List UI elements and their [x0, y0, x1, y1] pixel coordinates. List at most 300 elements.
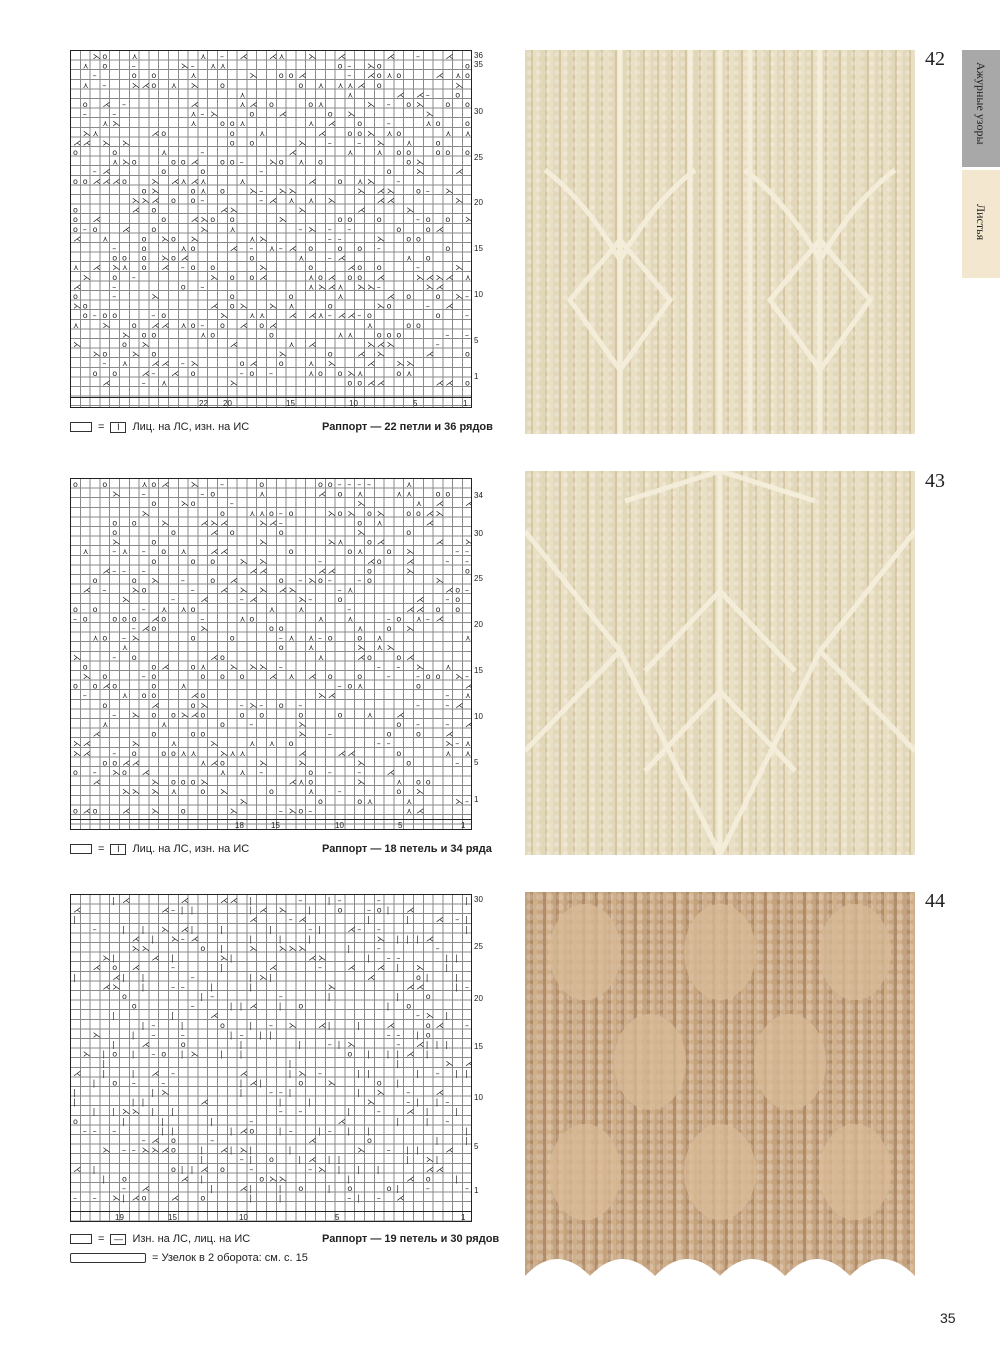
chart-cell-symbol: ⋌: [406, 556, 415, 566]
chart-cell-symbol: ⋋: [141, 340, 150, 349]
chart-cell-symbol: ⋋: [210, 518, 219, 528]
axis-label: 1: [461, 821, 466, 830]
chart-cell-symbol: ⋋: [357, 499, 366, 509]
chart-cell-symbol: ⋏: [465, 272, 471, 282]
row-label: 15: [474, 244, 483, 253]
chart-cell-symbol: ⋌: [445, 52, 454, 61]
chart-cell-symbol: ⋋: [308, 576, 317, 585]
chart-cell-symbol: |: [425, 1040, 429, 1049]
chart-cell-symbol: o: [131, 1001, 137, 1011]
chart-cell-symbol: o: [220, 1020, 225, 1030]
chart-cell-symbol: ⋋: [249, 71, 258, 81]
chart-cell-symbol: o: [220, 157, 225, 167]
chart-cell-symbol: –: [416, 263, 420, 273]
chart-cell-symbol: ⋋: [288, 186, 297, 196]
chart-cell-symbol: ⋋: [210, 109, 219, 119]
chart-cell-symbol: ⋋: [376, 349, 385, 359]
chart-cell-symbol: ⋌: [151, 614, 160, 624]
chart-cell-symbol: ⋌: [161, 480, 170, 489]
chart-cell-symbol: |: [367, 953, 370, 963]
chart-cell-symbol: o: [171, 157, 176, 167]
chart-cell-symbol: ⋌: [102, 681, 111, 691]
chart-cell-symbol: ⋌: [180, 1174, 189, 1184]
stitch-symbol: —: [110, 1234, 126, 1245]
chart-cell-symbol: o: [278, 700, 284, 710]
chart-cell-symbol: –: [151, 368, 156, 378]
chart-cell-symbol: o: [102, 758, 108, 768]
chart-cell-symbol: ⋌: [308, 340, 317, 349]
chart-cell-symbol: ⋌: [396, 710, 405, 720]
chart-cell-symbol: o: [112, 758, 118, 768]
chart-cell-symbol: o: [73, 205, 78, 215]
chart-cell-symbol: o: [73, 176, 78, 186]
chart-cell-symbol: ⋌: [465, 681, 473, 691]
chart-cell-symbol: ⋏: [357, 624, 364, 633]
chart-cell-symbol: |: [278, 1097, 282, 1107]
chart-cell-symbol: ⋌: [278, 585, 287, 595]
chart-cell-symbol: ⋌: [376, 272, 385, 282]
axis-label: 1: [461, 1213, 466, 1222]
chart-cell-symbol: ⋋: [367, 1097, 375, 1107]
knit-photo-42: [525, 50, 915, 434]
chart-cell-symbol: o: [425, 215, 431, 225]
chart-cell-symbol: ⋌: [455, 167, 464, 177]
chart-cell-symbol: ⋋: [367, 340, 375, 349]
chart-cell-symbol: ⋏: [357, 681, 364, 691]
chart-cell-symbol: ⋋: [376, 508, 385, 518]
chart-cell-symbol: o: [200, 787, 206, 797]
chart-cell-symbol: ⋏: [337, 80, 344, 90]
chart-cell-symbol: o: [190, 729, 196, 739]
chart-cell-symbol: ⋌: [131, 205, 140, 215]
chart-cell-symbol: ⋌: [190, 176, 199, 186]
chart-cell-symbol: –: [249, 1116, 254, 1126]
chart-cell-symbol: ⋋: [386, 186, 395, 196]
chart-cell-symbol: o: [259, 710, 265, 720]
chart-cell-symbol: ⋋: [327, 508, 336, 518]
chart-cell-symbol: o: [357, 378, 363, 388]
chart-cell-symbol: |: [122, 924, 125, 934]
chart-cell-symbol: ⋌: [465, 499, 473, 509]
chart-cell-symbol: ⋋: [151, 777, 160, 787]
chart-cell-symbol: –: [200, 148, 205, 157]
chart-cell-symbol: ⋋: [220, 311, 228, 321]
chart-cell-symbol: –: [396, 1040, 401, 1049]
chart-cell-symbol: o: [151, 349, 157, 359]
chart-cell-symbol: o: [337, 489, 343, 499]
chart-cell-symbol: ⋌: [367, 972, 375, 982]
chart-cell-symbol: ⋋: [122, 595, 130, 605]
chart-cell-symbol: o: [298, 80, 304, 90]
chart-cell-symbol: ⋏: [298, 253, 305, 263]
chart-cell-symbol: o: [376, 1078, 382, 1088]
chart-cell-symbol: –: [122, 633, 126, 643]
chart-cell-symbol: o: [269, 624, 274, 633]
chart-cell-symbol: ⋋: [131, 80, 140, 90]
chart-cell-symbol: ⋏: [180, 176, 187, 186]
chart-cell-symbol: ⋌: [131, 963, 140, 973]
chart-cell-symbol: ⋏: [347, 90, 354, 100]
chart-cell-symbol: ⋋: [406, 205, 415, 215]
chart-cell-symbol: ⋋: [278, 215, 287, 225]
chart-cell-symbol: o: [200, 691, 206, 701]
chart-cell-symbol: –: [465, 672, 469, 681]
chart-cell-symbol: ⋌: [465, 720, 473, 729]
chart-cell-symbol: ⋋: [357, 186, 366, 196]
chart-cell-symbol: –: [288, 1126, 293, 1136]
chart-cell-symbol: ⋌: [416, 595, 424, 605]
chart-cell-symbol: |: [73, 1088, 76, 1097]
chart-cell-symbol: o: [122, 768, 127, 777]
chart-cell-symbol: o: [171, 1145, 176, 1155]
chart-cell-symbol: o: [347, 1184, 353, 1193]
chart-cell-symbol: –: [435, 944, 440, 953]
chart-cell-symbol: ⋋: [288, 585, 297, 595]
legend-text: Лиц. на ЛС, изн. на ИС: [132, 843, 250, 855]
chart-cell-symbol: |: [425, 1049, 429, 1059]
chart-cell-symbol: ⋋: [210, 739, 219, 749]
chart-cell-symbol: ⋌: [445, 301, 454, 311]
chart-cell-symbol: ⋏: [318, 614, 324, 624]
chart-cell-symbol: o: [416, 729, 421, 739]
chart-cell-symbol: o: [151, 729, 157, 739]
chart-cell-symbol: –: [269, 1020, 273, 1030]
chart-cell-symbol: –: [435, 1068, 440, 1078]
chart-cell-symbol: ⋋: [396, 359, 405, 369]
chart-cell-symbol: o: [171, 1136, 176, 1145]
chart-cell-symbol: –: [92, 1126, 97, 1136]
chart-cell-symbol: ⋋: [288, 806, 297, 816]
chart-cell-symbol: o: [396, 71, 402, 81]
chart-cell-symbol: o: [406, 758, 412, 768]
chart-cell-symbol: |: [161, 1116, 164, 1126]
chart-cell-symbol: ⋋: [416, 662, 424, 672]
chart-cell-symbol: ⋏: [406, 368, 413, 378]
chart-cell-symbol: o: [455, 595, 461, 605]
chart-cell-symbol: –: [112, 652, 117, 662]
chart-cell-symbol: o: [406, 320, 412, 330]
chart-cell-symbol: o: [112, 1049, 118, 1059]
chart-cell-symbol: –: [347, 480, 352, 489]
chart-cell-symbol: –: [82, 109, 87, 119]
chart-cell-symbol: |: [269, 1030, 272, 1040]
chart-cell-symbol: ⋋: [376, 301, 385, 311]
chart-cell-symbol: ⋌: [210, 528, 219, 537]
chart-cell-symbol: –: [102, 359, 107, 369]
chart-cell-symbol: ⋏: [190, 748, 197, 758]
chart-cell-symbol: –: [327, 729, 332, 739]
chart-cell-symbol: ⋏: [269, 244, 275, 253]
chart-cell-symbol: o: [112, 368, 118, 378]
chart-cell-symbol: ⋋: [161, 253, 170, 263]
chart-cell-symbol: o: [112, 272, 118, 282]
chart-cell-symbol: ⋋: [259, 972, 268, 982]
chart-cell-symbol: |: [249, 1184, 253, 1193]
chart-cell-symbol: ⋋: [151, 1145, 160, 1155]
chart-cell-symbol: ⋌: [239, 52, 248, 61]
chart-cell-symbol: ⋋: [131, 739, 140, 749]
row-label: 20: [474, 198, 483, 207]
chart-cell-symbol: ⋌: [376, 196, 385, 205]
chart-cell-symbol: ⋋: [347, 368, 356, 378]
chart-cell-symbol: –: [278, 662, 283, 672]
chart-cell-symbol: –: [376, 662, 381, 672]
chart-cell-symbol: –: [386, 739, 391, 749]
knit-photo-44: [525, 892, 915, 1276]
chart-cell-symbol: o: [112, 311, 118, 321]
chart-cell-symbol: o: [141, 330, 147, 340]
chart-cell-symbol: ⋏: [102, 720, 109, 729]
chart-cell-symbol: ⋋: [406, 547, 415, 557]
chart-cell-symbol: –: [210, 1136, 215, 1145]
chart-cell-symbol: ⋏: [220, 61, 226, 71]
chart-cell-symbol: o: [161, 1049, 167, 1059]
chart-cell-symbol: o: [465, 378, 470, 388]
chart-cell-symbol: ⋌: [357, 80, 366, 90]
chart-cell-symbol: –: [308, 806, 313, 816]
chart-cell-symbol: |: [406, 915, 409, 925]
chart-cell-symbol: o: [92, 224, 98, 234]
chart-cell-symbol: o: [337, 244, 343, 253]
chart-cell-symbol: ⋋: [347, 109, 356, 119]
chart-cell-symbol: o: [151, 224, 157, 234]
empty-cell-swatch: [70, 422, 92, 432]
leaf-motif-graphic: [525, 50, 915, 434]
chart-cell-symbol: |: [425, 972, 429, 982]
section-tab-subcategory[interactable]: [962, 170, 1000, 278]
stitch-symbol: I: [110, 422, 126, 433]
chart-cell-symbol: |: [151, 934, 155, 944]
chart-cell-symbol: o: [82, 301, 88, 311]
chart-cell-symbol: –: [151, 311, 156, 321]
chart-cell-symbol: –: [122, 100, 126, 109]
chart-cell-symbol: ⋋: [131, 349, 140, 359]
chart-cell-symbol: ⋌: [220, 1145, 228, 1155]
chart-cell-symbol: o: [376, 215, 382, 225]
chart-cell-symbol: o: [435, 119, 441, 129]
chart-cell-symbol: o: [131, 614, 137, 624]
axis-label: 5: [335, 1213, 340, 1222]
chart-cell-symbol: –: [416, 720, 420, 729]
chart-cell-symbol: o: [425, 1020, 431, 1030]
chart-cell-symbol: –: [288, 915, 293, 925]
chart-cell-symbol: ⋏: [406, 806, 413, 816]
chart-cell-symbol: |: [367, 1126, 370, 1136]
chart-cell-symbol: o: [416, 320, 421, 330]
chart-cell-symbol: –: [367, 905, 371, 915]
axis-label: 10: [349, 399, 358, 408]
row-label: 10: [474, 712, 483, 721]
chart-cell-symbol: ⋌: [210, 547, 219, 557]
axis-label: 22: [199, 399, 208, 408]
chart-cell-symbol: ⋋: [416, 167, 424, 177]
chart-cell-symbol: o: [465, 61, 470, 71]
chart-cell-symbol: |: [229, 953, 233, 963]
chart-cell-symbol: ⋌: [190, 215, 199, 225]
chart-cell-symbol: –: [73, 1193, 77, 1203]
chart-cell-symbol: –: [465, 1020, 469, 1030]
section-tab-category[interactable]: [962, 50, 1000, 167]
chart-cell-symbol: ⋌: [190, 100, 199, 109]
chart-cell-symbol: –: [386, 1030, 391, 1040]
chart-cell-symbol: –: [347, 1193, 352, 1203]
chart-cell-symbol: ⋌: [141, 1184, 150, 1193]
chart-cell-symbol: –: [327, 1126, 332, 1136]
chart-cell-symbol: o: [229, 119, 235, 129]
chart-cell-symbol: |: [396, 1049, 400, 1059]
chart-cell-symbol: ⋋: [376, 138, 385, 148]
chart-cell-symbol: |: [337, 1155, 341, 1165]
chart-cell-symbol: ⋋: [112, 537, 121, 547]
chart-cell-symbol: ⋌: [151, 359, 160, 369]
chart-cell-symbol: o: [73, 604, 78, 614]
chart-cell-symbol: ⋋: [239, 796, 248, 806]
chart-cell-symbol: –: [112, 547, 117, 557]
chart-cell-symbol: ⋋: [249, 186, 258, 196]
chart-cell-symbol: |: [131, 1097, 135, 1107]
chart-cell-symbol: o: [102, 349, 108, 359]
chart-cell-symbol: ⋌: [386, 292, 395, 301]
chart-cell-symbol: ⋌: [190, 710, 199, 720]
chart-cell-symbol: o: [376, 263, 382, 273]
axis-label: 1: [463, 399, 468, 408]
chart-cell-symbol: o: [376, 330, 382, 340]
chart-cell-symbol: –: [425, 90, 430, 100]
chart-cell-symbol: o: [298, 1184, 304, 1193]
chart-cell-symbol: o: [171, 234, 176, 244]
chart-cell-symbol: –: [190, 61, 195, 71]
chart-cell-symbol: ⋋: [131, 633, 140, 643]
legend-equals: =: [98, 421, 105, 433]
chart-cell-symbol: –: [337, 234, 342, 244]
chart-cell-symbol: o: [259, 320, 265, 330]
chart-cell-symbol: ⋌: [190, 691, 199, 701]
chart-cell-symbol: ⋋: [416, 787, 424, 797]
chart-cell-symbol: ⋋: [92, 349, 101, 359]
chart-cell-symbol: o: [151, 672, 157, 681]
chart-cell-symbol: –: [425, 301, 430, 311]
chart-cell-symbol: |: [327, 1155, 331, 1165]
chart-cell-symbol: ⋌: [269, 320, 277, 330]
chart-cell-symbol: ⋌: [445, 1145, 454, 1155]
chart-cell-symbol: |: [347, 944, 351, 953]
chart-44: [70, 894, 472, 1222]
chart-cell-symbol: –: [445, 556, 450, 566]
chart-cell-symbol: o: [367, 566, 372, 576]
chart-cell-symbol: ⋋: [131, 196, 140, 205]
chart-cell-symbol: –: [190, 585, 195, 595]
chart-cell-symbol: |: [190, 905, 194, 915]
chart-cell-symbol: –: [465, 556, 469, 566]
chart-cell-symbol: –: [131, 61, 136, 71]
row-label: 15: [474, 1042, 483, 1051]
chart-cell-symbol: |: [190, 1164, 194, 1174]
chart-cell-symbol: –: [239, 595, 244, 605]
rapport-44: Раппорт — 19 петель и 30 рядов: [322, 1233, 500, 1245]
chart-cell-symbol: o: [200, 710, 206, 720]
chart-cell-symbol: o: [220, 1164, 225, 1174]
chart-cell-symbol: |: [406, 1145, 409, 1155]
chart-cell-symbol: ⋌: [425, 508, 434, 518]
chart-cell-symbol: –: [161, 1078, 166, 1088]
chart-cell-symbol: ⋏: [337, 537, 344, 547]
chart-cell-symbol: o: [210, 215, 216, 225]
chart-cell-symbol: o: [102, 480, 108, 489]
chart-cell-symbol: ⋋: [367, 128, 375, 138]
chart-cell-symbol: o: [288, 292, 294, 301]
chart-cell-symbol: ⋏: [308, 787, 315, 797]
chart-cell-symbol: ⋌: [435, 378, 444, 388]
chart-cell-symbol: o: [278, 71, 284, 81]
chart-cell-symbol: ⋌: [327, 566, 336, 576]
chart-cell-symbol: ⋌: [308, 311, 317, 321]
chart-cell-symbol: –: [92, 71, 97, 81]
chart-cell-symbol: ⋌: [406, 982, 415, 992]
chart-cell-symbol: ⋏: [92, 128, 99, 138]
chart-cell-symbol: o: [396, 614, 402, 624]
chart-cell-symbol: |: [308, 905, 311, 915]
chart-cell-symbol: o: [73, 1116, 78, 1126]
chart-cell-symbol: ⋌: [102, 176, 111, 186]
chart-cell-symbol: |: [367, 915, 370, 925]
chart-cell-symbol: o: [386, 547, 392, 557]
chart-cell-symbol: |: [288, 1059, 292, 1069]
chart-cell-symbol: o: [161, 547, 167, 557]
chart-cell-symbol: ⋌: [406, 1049, 415, 1059]
chart-cell-symbol: o: [425, 1030, 431, 1040]
axis-label: 5: [398, 821, 403, 830]
leaf-motif-graphic: [525, 471, 915, 855]
chart-cell-symbol: o: [229, 292, 235, 301]
chart-cell-symbol: o: [367, 508, 372, 518]
chart-cell-symbol: ⋋: [357, 282, 366, 292]
chart-cell-symbol: ⋏: [200, 52, 207, 61]
chart-cell-symbol: –: [171, 963, 175, 973]
chart-cell-symbol: o: [425, 253, 431, 263]
chart-cell-symbol: ⋌: [82, 739, 91, 749]
chart-cell-symbol: ⋌: [269, 963, 277, 973]
chart-cell-symbol: ⋏: [180, 681, 187, 691]
chart-cell-symbol: ⋌: [445, 585, 454, 595]
chart-cell-symbol: o: [406, 148, 412, 157]
chart-cell-symbol: ⋏: [367, 710, 373, 720]
chart-cell-symbol: o: [406, 234, 412, 244]
chart-cell-symbol: –: [445, 330, 450, 340]
chart-cell-symbol: |: [92, 1078, 96, 1088]
chart-cell-symbol: ⋋: [161, 924, 170, 934]
chart-cell-symbol: ⋋: [347, 508, 356, 518]
chart-cell-symbol: ⋌: [318, 128, 326, 138]
chart-cell-symbol: ⋋: [82, 272, 91, 282]
chart-cell-symbol: o: [445, 244, 451, 253]
chart-cell-symbol: o: [92, 576, 98, 585]
chart-cell-symbol: –: [445, 595, 450, 605]
chart-cell-symbol: o: [367, 311, 372, 321]
chart-cell-symbol: ⋏: [82, 80, 89, 90]
chart-cell-symbol: –: [327, 138, 332, 148]
chart-cell-symbol: o: [465, 349, 470, 359]
chart-cell-symbol: ⋌: [269, 196, 277, 205]
chart-cell-symbol: ⋌: [161, 320, 170, 330]
chart-cell-symbol: ⋏: [376, 643, 383, 653]
chart-cell-symbol: ⋌: [73, 282, 81, 292]
chart-cell-symbol: ⋋: [131, 585, 140, 595]
chart-cell-symbol: ⋏: [288, 633, 295, 643]
chart-cell-symbol: ⋋: [190, 480, 199, 489]
chart-cell-symbol: ⋋: [425, 1011, 434, 1021]
chart-cell-symbol: ⋌: [151, 953, 160, 963]
chart-cell-symbol: ⋋: [465, 215, 473, 225]
